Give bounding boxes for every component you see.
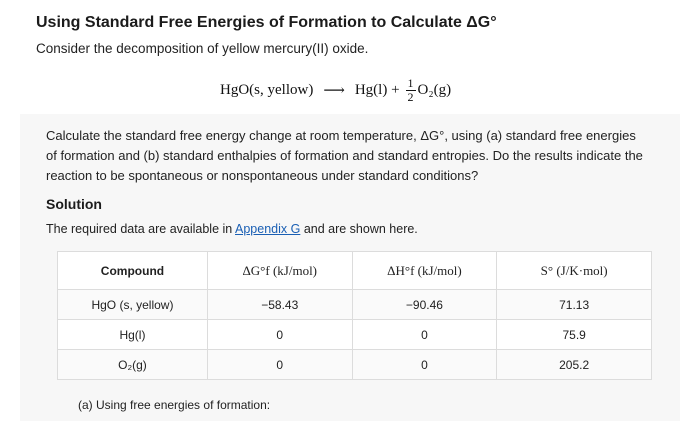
thermo-data-table xyxy=(57,251,652,380)
header-entropy: S° (J/K·mol) xyxy=(497,252,652,290)
header-compound: Compound xyxy=(58,252,208,290)
cell-compound: O₂(g) xyxy=(58,350,208,380)
table-row xyxy=(58,320,652,350)
intro-text: Consider the decomposition of yellow mercury(II) oxide. xyxy=(36,41,369,56)
product-mercury: Hg(l) + xyxy=(354,81,400,98)
reaction-arrow: ⟶ xyxy=(323,82,345,99)
cell-delta-h: −90.46 xyxy=(352,290,497,320)
cell-entropy: 71.13 xyxy=(497,290,652,320)
cell-entropy: 75.9 xyxy=(497,320,652,350)
appendix-g-link[interactable]: Appendix G xyxy=(235,222,301,236)
solution-text-after: and are shown here. xyxy=(300,222,418,236)
table-header-row xyxy=(58,252,652,290)
cell-compound: HgO (s, yellow) xyxy=(58,290,208,320)
cell-delta-h: 0 xyxy=(352,350,497,380)
table-row xyxy=(58,290,652,320)
cell-entropy: 205.2 xyxy=(497,350,652,380)
solution-text xyxy=(46,222,418,236)
coefficient-denominator: 2 xyxy=(407,89,414,104)
page-title: Using Standard Free Energies of Formation to Calculate ΔG° xyxy=(36,14,497,31)
reactant: HgO(s, yellow) xyxy=(220,81,314,98)
cell-delta-g: −58.43 xyxy=(207,290,352,320)
cell-delta-g: 0 xyxy=(207,320,352,350)
part-a-heading: (a) Using free energies of formation: xyxy=(78,398,271,412)
header-delta-g: ΔG°f (kJ/mol) xyxy=(207,252,352,290)
coefficient-fraction xyxy=(406,77,416,104)
coefficient-numerator: 1 xyxy=(407,75,414,90)
solution-text-before: The required data are available in xyxy=(46,222,236,236)
question-text: Calculate the standard free energy change at room temperature, ΔG°, using (a) standard free energies of formation and (b) standard enthalpies of formation and standard entropies. Do the results indicate the reaction to be spontaneous or nonspontaneous under standard conditions? xyxy=(46,128,643,183)
reaction-equation xyxy=(220,68,451,112)
product-oxygen: O₂(g) xyxy=(417,81,452,98)
cell-compound: Hg(l) xyxy=(58,320,208,350)
solution-heading: Solution xyxy=(46,196,102,212)
cell-delta-h: 0 xyxy=(352,320,497,350)
page xyxy=(20,0,680,421)
table-row xyxy=(58,350,652,380)
cell-delta-g: 0 xyxy=(207,350,352,380)
header-delta-h: ΔH°f (kJ/mol) xyxy=(352,252,497,290)
